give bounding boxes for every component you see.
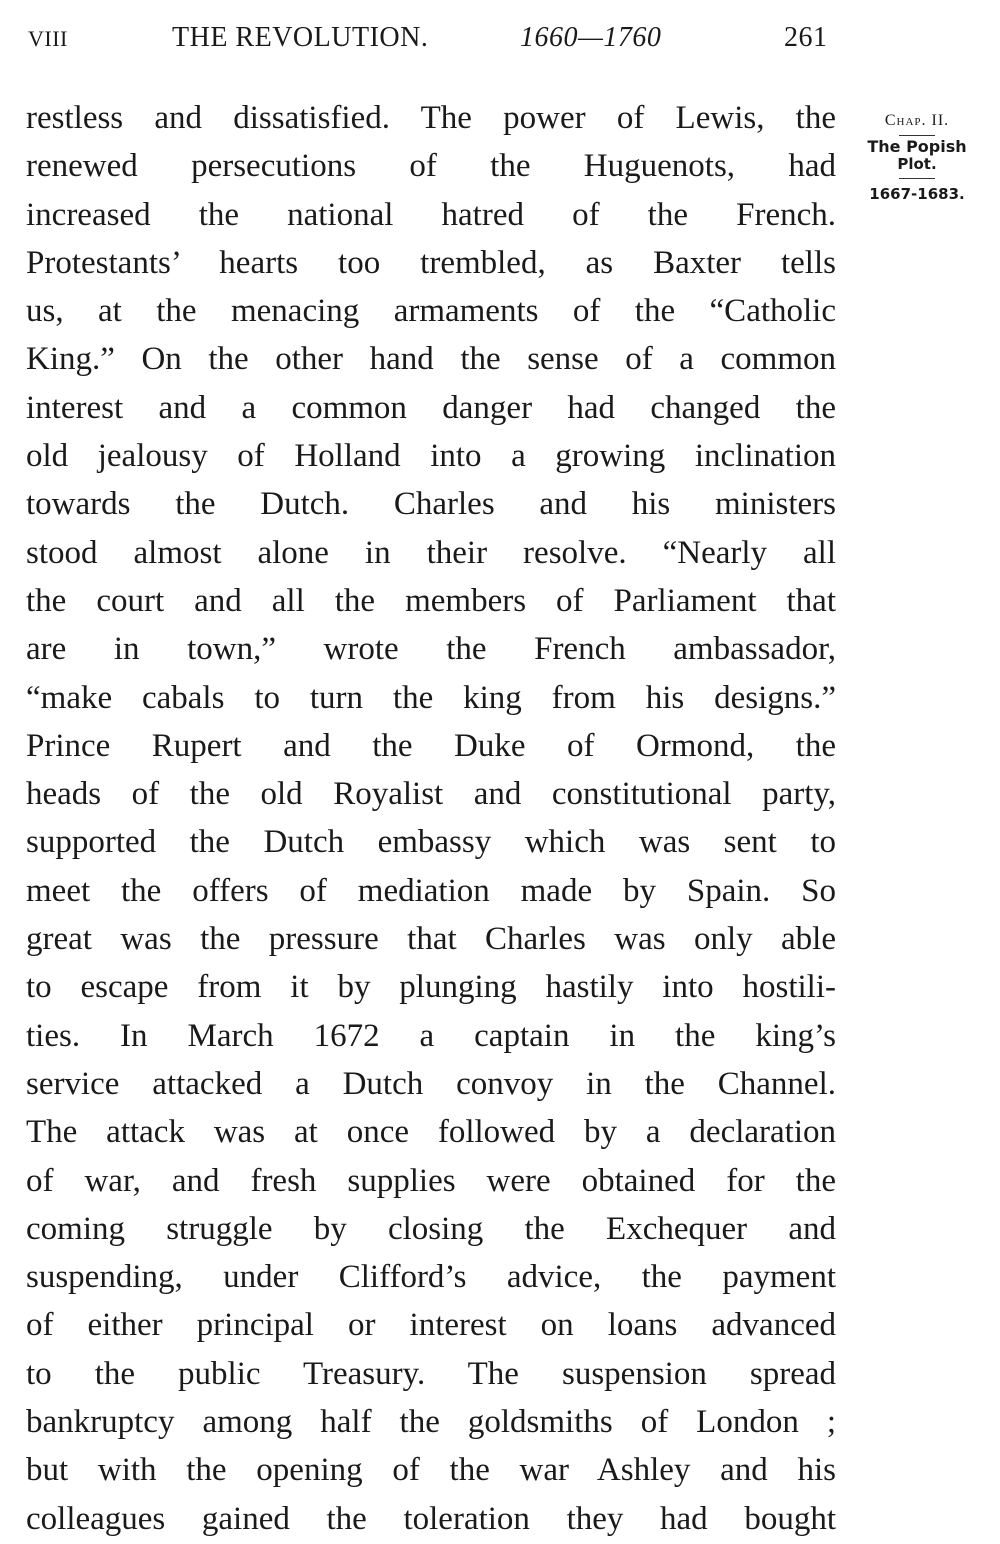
text-line: increased the national hatred of the French. [26, 196, 836, 233]
running-head [0, 22, 1000, 62]
text-line: “make cabals to turn the king from his designs.” [26, 679, 836, 716]
text-line: old jealousy of Holland into a growing inclination [26, 438, 836, 475]
text-line: of war, and fresh supplies were obtained for the [26, 1162, 836, 1199]
text-line: to escape from it by plunging hastily into hostili- [26, 969, 836, 1006]
text-line: restless and dissatisfied. The power of Lewis, the [26, 100, 836, 136]
text-line: ties. In March 1672 a captain in the king’s [26, 1017, 836, 1054]
text-line: coming struggle by closing the Exchequer and [26, 1210, 836, 1247]
text-line: heads of the old Royalist and constitutional party, [26, 776, 836, 813]
text-line: bankruptcy among half the goldsmiths of London ; [26, 1404, 836, 1441]
text-line: King.” On the other hand the sense of a common [26, 341, 836, 378]
text-line: towards the Dutch. Charles and his ministers [26, 486, 836, 523]
text-line: colleagues gained the toleration they had bought [26, 1500, 836, 1537]
text-line: meet the offers of mediation made by Spain. So [26, 872, 836, 909]
volume-number: VIII [28, 26, 68, 51]
text-line: the court and all the members of Parliament that [26, 582, 836, 619]
text-line: are in town,” wrote the French ambassador, [26, 631, 836, 668]
text-line: Protestants’ hearts too trembled, as Baxter tells [26, 244, 836, 281]
margin-rule [899, 135, 935, 136]
margin-note [852, 112, 982, 203]
text-line: stood almost alone in their resolve. “Nearly all [26, 534, 836, 571]
margin-chapter: Chap. II. [884, 112, 950, 129]
text-line: interest and a common danger had changed the [26, 389, 836, 426]
text-line: service attacked a Dutch convoy in the Channel. [26, 1065, 836, 1102]
text-line: us, at the menacing armaments of the “Catholic [26, 293, 836, 330]
margin-heading: The Popish [867, 137, 967, 156]
text-line: but with the opening of the war Ashley and his [26, 1452, 836, 1489]
text-line: great was the pressure that Charles was only able [26, 921, 836, 958]
running-dates: 1660—1760 [520, 22, 662, 53]
text-line: suspending, under Clifford’s advice, the payment [26, 1259, 836, 1296]
text-line: renewed persecutions of the Huguenots, had [26, 148, 836, 185]
text-line: of either principal or interest on loans advanced [26, 1307, 836, 1344]
text-line: to the public Treasury. The suspension spread [26, 1355, 836, 1392]
margin-heading-continued: Plot. [897, 155, 937, 173]
page-number: 261 [784, 22, 828, 53]
text-line: The attack was at once followed by a declaration [26, 1114, 836, 1151]
margin-dates: 1667-1683. [869, 185, 965, 203]
text-line: Prince Rupert and the Duke of Ormond, the [26, 727, 836, 764]
margin-rule-2 [899, 178, 935, 179]
running-title: THE REVOLUTION. [172, 22, 429, 53]
body-text [26, 94, 836, 1543]
text-line: supported the Dutch embassy which was sent to [26, 824, 836, 861]
